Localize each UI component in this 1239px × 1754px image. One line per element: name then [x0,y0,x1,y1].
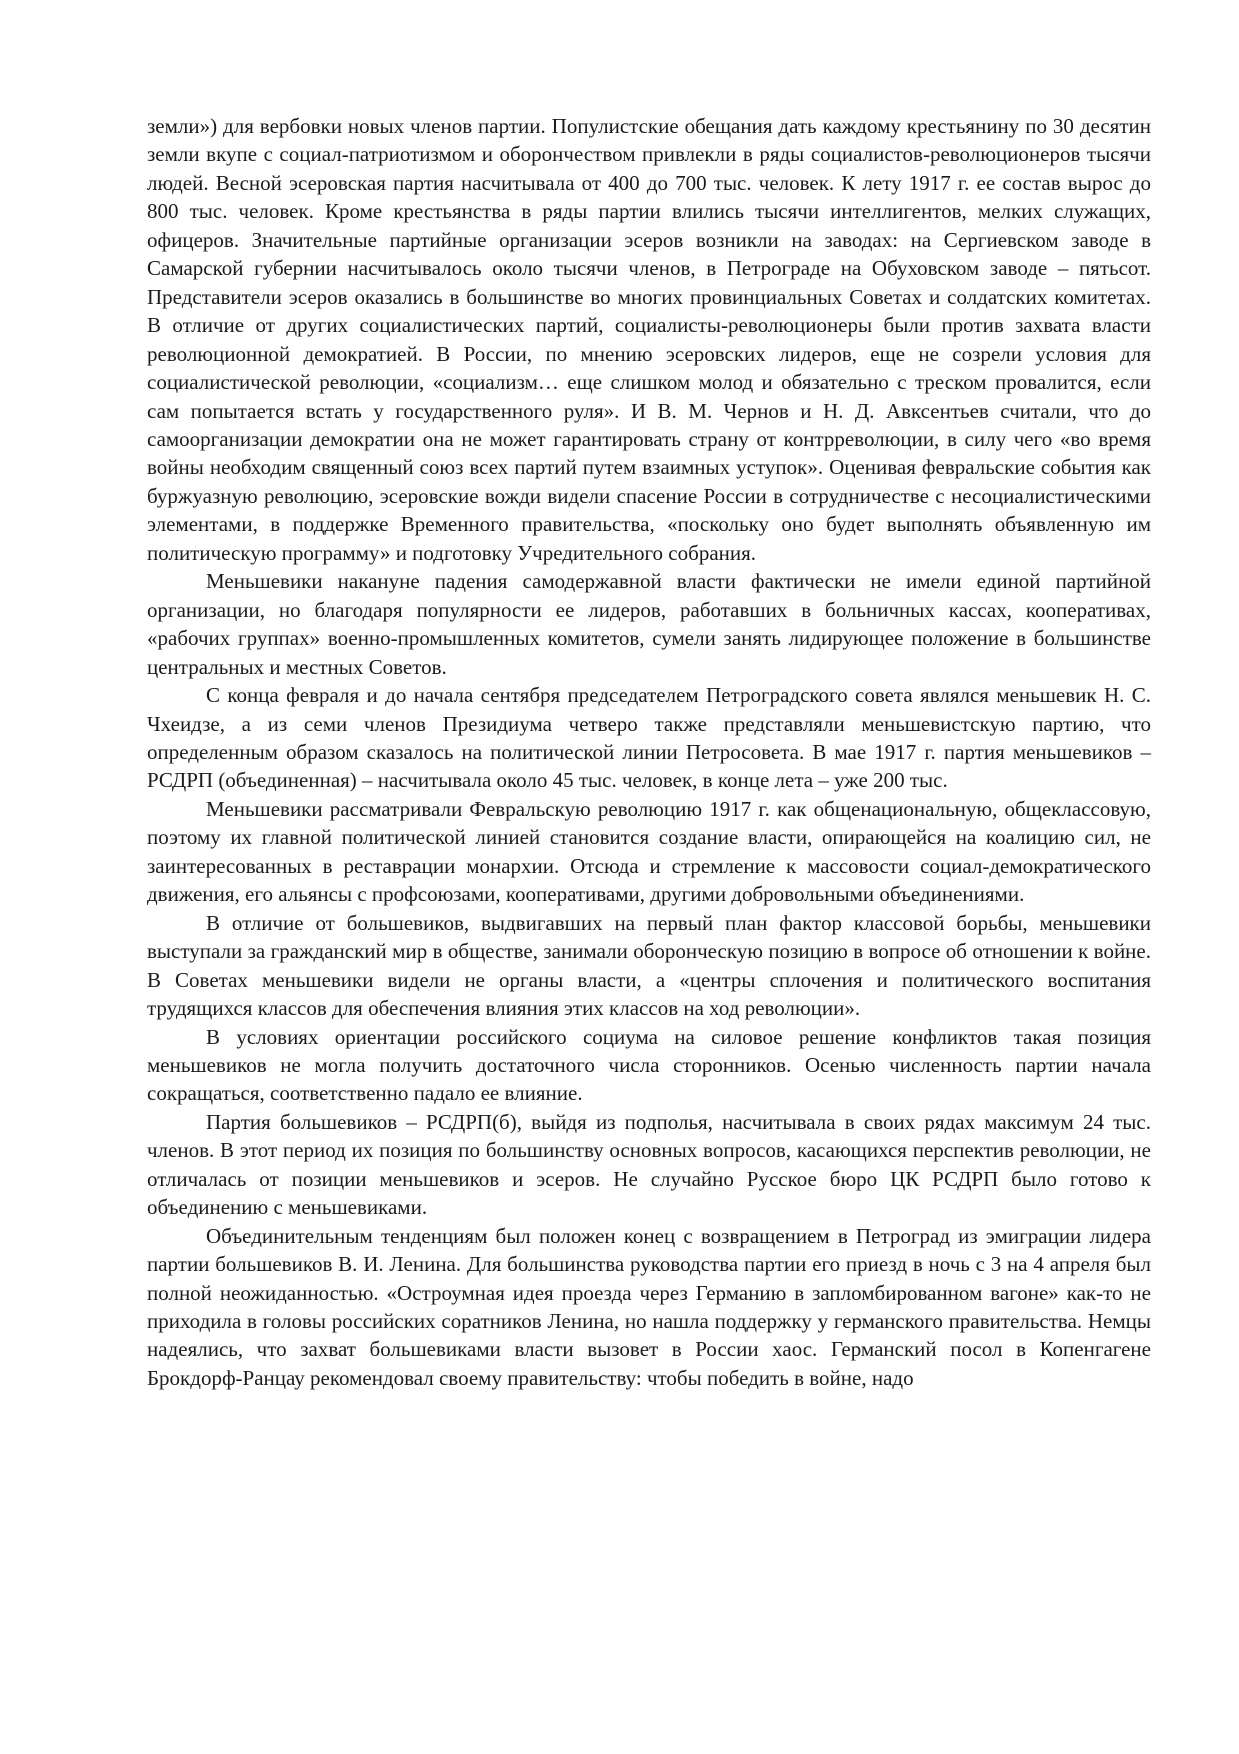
document-body [147,112,1151,1392]
paragraph-6: В условиях ориентации российского социума на силовое решение конфликтов такая позиция меньшевиков не могла получить достаточного числа сторонников. Осенью численность партии начала сокращаться, соответственно падало ее влияние. [147,1024,1151,1106]
paragraph-7: Партия большевиков – РСДРП(б), выйдя из подполья, насчитывала в своих рядах максимум 24 тыс. членов. В этот период их позиция по большинству основных вопросов, касающихся перспектив революции, не отличалась от позиции меньшевиков и эсеров. Не случайно Русское бюро ЦК РСДРП было готово к объединению с меньшевиками. [147,1109,1151,1220]
paragraph-5: В отличие от большевиков, выдвигавших на первый план фактор классовой борьбы, меньшевики выступали за гражданский мир в обществе, занимали оборонческую позицию в вопросе об отношении к войне. В Советах меньшевики видели не органы власти, а «центры сплочения и политического воспитания трудящихся классов для обеспечения влияния этих классов на ход революции». [147,910,1151,1021]
paragraph-3: С конца февраля и до начала сентября председателем Петроградского совета являлся меньшевик Н. С. Чхеидзе, а из семи членов Президиума четверо также представляли меньшевистскую партию, что определенным образом сказалось на политической линии Петросовета. В мае 1917 г. партия меньшевиков – РСДРП (объединенная) – насчитывала около 45 тыс. человек, в конце лета – уже 200 тыс. [147,683,1151,793]
paragraph-1: земли») для вербовки новых членов партии. Популистские обещания дать каждому крестьянину по 30 десятин земли вкупе с социал-патриотизмом и оборончеством привлекли в ряды социалистов-революционеров тысячи людей. Весной эсеровская партия насчитывала от 400 до 700 тыс. человек. К лету 1917 г. ее состав вырос до 800 тыс. человек. Кроме крестьянства в ряды партии влились тысячи интеллигентов, мелких служащих, офицеров. Значительные партийные организации эсеров возникли на заводах: на Сергиевском заводе в Самарской губернии насчитывалось около тысячи членов, в Петрограде на Обуховском заводе – пятьсот. Представители эсеров оказались в большинстве во многих провинциальных Советах и солдатских комитетах. В отличие от других социалистических партий, социалисты-революционеры были против захвата власти революционной демократией. В России, по мнению эсеровских лидеров, еще не созрели условия для социалистической революции, «социализм… еще слишком молод и обязательно с треском провалится, если сам попытается встать у государственного руля». И В. М. Чернов и Н. Д. Авксентьев считали, что до самоорганизации демократии она не может гарантировать страну от контрреволюции, в силу чего «во время войны необходим священный союз всех партий путем взаимных уступок». Оценивая февральские события как буржуазную революцию, эсеровские вожди видели спасение России в сотрудничестве с несоциалистическими элементами, в поддержке Временного правительства, «поскольку оно будет выполнять объявленную им политическую программу» и подготовку Учредительного собрания. [147,114,1151,565]
paragraph-4: Меньшевики рассматривали Февральскую революцию 1917 г. как общенациональную, общеклассовую, поэтому их главной политической линией становится создание власти, опирающейся на коалицию сил, не заинтересованных в реставрации монархии. Отсюда и стремление к массовости социал-демократического движения, его альянсы с профсоюзами, кооперативами, другими добровольными объединениями. [147,796,1151,907]
paragraph-2: Меньшевики накануне падения самодержавной власти фактически не имели единой партийной организации, но благодаря популярности ее лидеров, работавших в больничных кассах, кооперативах, «рабочих группах» военно-промышленных комитетов, сумели занять лидирующее положение в большинстве центральных и местных Советов. [147,569,1151,679]
paragraph-8: Объединительным тенденциям был положен конец с возвращением в Петроград из эмиграции лидера партии большевиков В. И. Ленина. Для большинства руководства партии его приезд в ночь с 3 на 4 апреля был полной неожиданностью. «Остроумная идея проезда через Германию в запломбированном вагоне» как-то не приходила в головы российских соратников Ленина, но нашла поддержку у германского правительства. Немцы надеялись, что захват большевиками власти вызовет в России хаос. Германский посол в Копенгагене Брокдорф-Ранцау рекомендовал своему правительству: чтобы победить в войне, надо [147,1223,1151,1390]
